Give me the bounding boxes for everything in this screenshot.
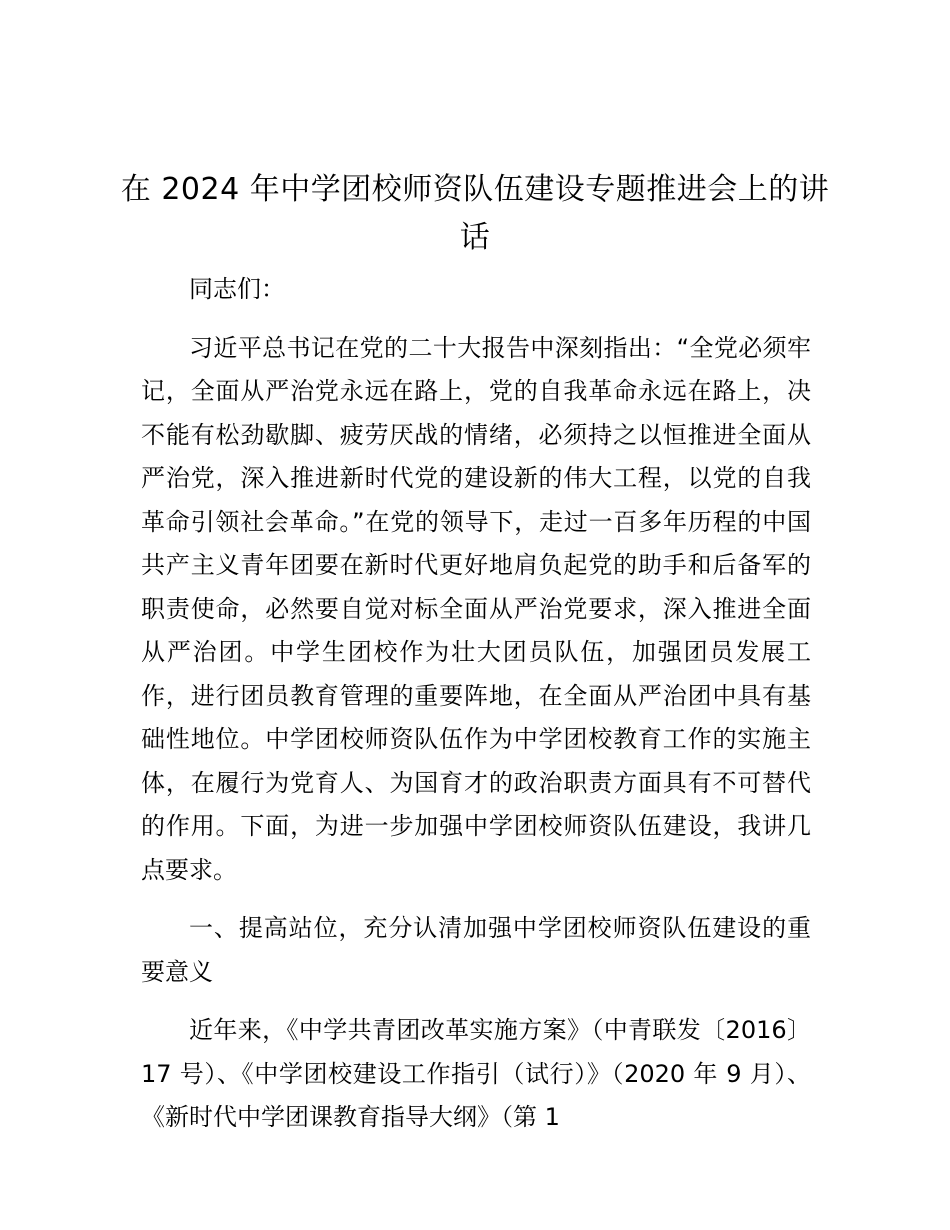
section-heading-1: 一、提高站位，充分认清加强中学团校师资队伍建设的重要意义 [141,914,811,986]
greeting: 同志们： [189,275,285,303]
document-body [141,268,811,1140]
document-title: 在 2024 年中学团校师资队伍建设专题推进会上的讲话 [120,172,830,255]
paragraph-section-1: 近年来，《中学共青团改革实施方案》（中青联发〔2016〕17 号）、《中学团校建设工作指引（试行）》（2020 年 9 月）、《新时代中学团课教育指导大纲》（第 1 [141,1016,811,1131]
paragraph-intro: 习近平总书记在党的二十大报告中深刻指出：“全党必须牢记，全面从严治党永远在路上，党的自我革命永远在路上，决不能有松劲歇脚、疲劳厌战的情绪，必须持之以恒推进全面从严治党，深入推进新时代党的建设新的伟大工程，以党的自我革命引领社会革命。”在党的领导下，走过一百多年历程的中国共产主义青年团要在新时代更好地肩负起党的助手和后备军的职责使命，必然要自觉对标全面从严治党要求，深入推进全面从严治团。中学生团校作为壮大团员队伍，加强团员发展工作，进行团员教育管理的重要阵地，在全面从严治团中具有基础性地位。中学团校师资队伍作为中学团校教育工作的实施主体，在履行为党育人、为国育才的政治职责方面具有不可替代的作用。下面，为进一步加强中学团校师资队伍建设，我讲几点要求。 [141,333,811,884]
